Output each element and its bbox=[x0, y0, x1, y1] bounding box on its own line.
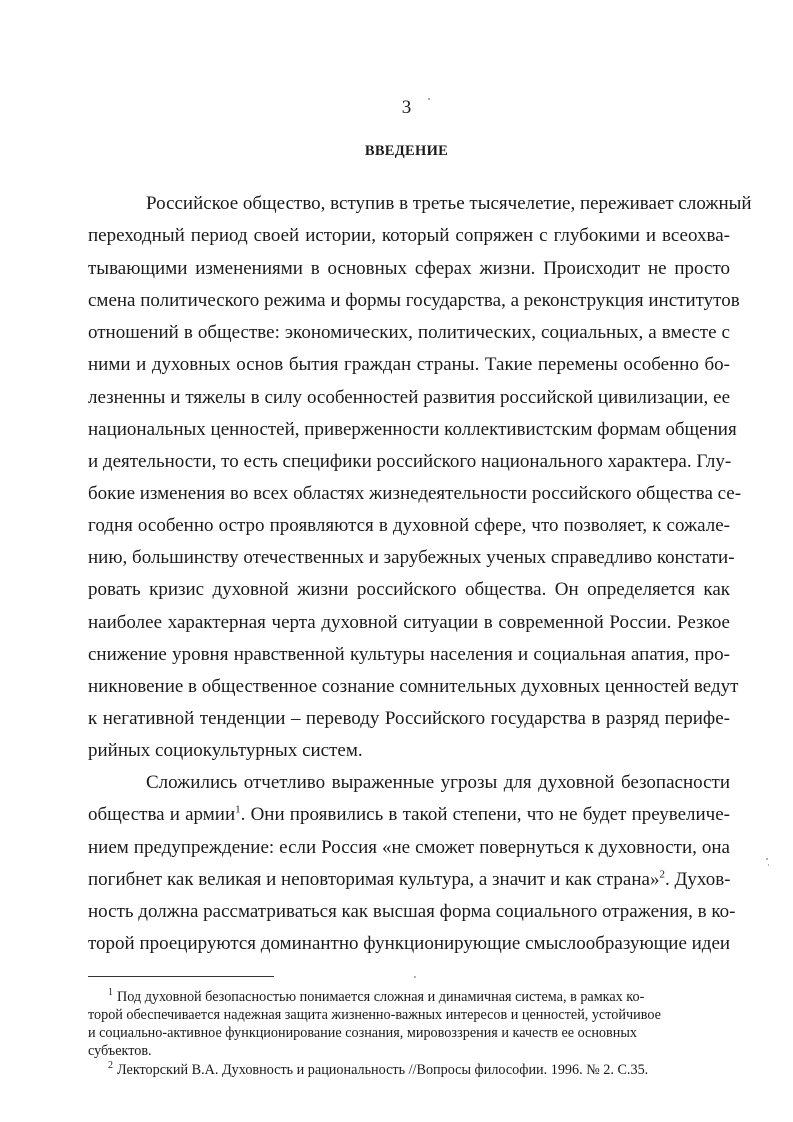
footnote-marker: 1 bbox=[108, 987, 113, 999]
text-line: снижение уровня нравственной культуры населения и социальная апатия, про- bbox=[88, 644, 730, 665]
text-segment: . Они проявились в такой степени, что не будет преувеличе- bbox=[240, 804, 730, 825]
footnote-line: субъектов. bbox=[88, 1043, 152, 1059]
footnote-text: Под духовной безопасностью понимается сложная и динамичная система, в рамках ко- bbox=[117, 989, 645, 1005]
scan-speck bbox=[414, 976, 416, 978]
text-line bbox=[88, 803, 730, 827]
text-line: торой проецируются доминантно функционирующие смыслообразующие идеи bbox=[88, 933, 731, 954]
text-line: тывающими изменениями в основных сферах жизни. Происходит не просто bbox=[88, 258, 730, 279]
text-line: национальных ценностей, приверженности коллективистским формам общения bbox=[88, 419, 737, 440]
text-segment: погибнет как великая и неповторимая культура, а значит и как страна» bbox=[88, 869, 660, 890]
footnote-marker: 2 bbox=[108, 1060, 113, 1072]
text-line: наиболее характерная черта духовной ситуации в современной России. Резкое bbox=[88, 612, 730, 633]
text-line: отношений в обществе: экономических, политических, социальных, а вместе с bbox=[88, 322, 730, 343]
text-line: Сложились отчетливо выраженные угрозы для духовной безопасности bbox=[146, 772, 730, 793]
text-line: переходный период своей истории, который сопряжен с глубокими и всеохва- bbox=[88, 225, 730, 246]
scan-speck bbox=[428, 98, 430, 100]
scan-speck bbox=[768, 864, 769, 866]
footnote-reference[interactable]: 1 bbox=[235, 803, 241, 816]
text-line: ность должна рассматриваться как высшая форма социального отражения, в ко- bbox=[88, 901, 736, 922]
text-line: годня особенно остро проявляются в духовной сфере, что позволяет, к сожале- bbox=[88, 515, 730, 536]
footnote-line bbox=[108, 1061, 730, 1079]
text-line: нием предупреждение: если Россия «не сможет повернуться к духовности, она bbox=[88, 837, 730, 858]
text-segment: . Духов- bbox=[664, 869, 731, 890]
text-line: бокие изменения во всех областях жизнедеятельности российского общества се- bbox=[88, 483, 742, 504]
footnote-line bbox=[108, 988, 730, 1006]
footnote-separator bbox=[88, 976, 274, 977]
text-line: Российское общество, вступив в третье тысячелетие, переживает сложный bbox=[146, 193, 752, 214]
text-line: рийных социокультурных систем. bbox=[88, 740, 363, 761]
text-segment: общества и армии bbox=[88, 804, 236, 825]
text-line: ними и духовных основ бытия граждан страны. Такие перемены особенно бо- bbox=[88, 354, 730, 375]
text-line: смена политического режима и формы государства, а реконструкция институтов bbox=[88, 290, 740, 311]
scan-speck bbox=[766, 858, 768, 860]
text-line: и деятельности, то есть специфики российского национального характера. Глу- bbox=[88, 451, 732, 472]
text-line: ровать кризис духовной жизни российского общества. Он определяется как bbox=[88, 579, 730, 600]
text-line: к негативной тенденции – переводу Российского государства в разряд перифе- bbox=[88, 708, 730, 729]
text-line: лезненны и тяжелы в силу особенностей развития российской цивилизации, ее bbox=[88, 387, 730, 408]
text-line: никновение в общественное сознание сомнительных духовных ценностей ведут bbox=[88, 676, 739, 697]
footnote-text: Лекторский В.А. Духовность и рациональность //Вопросы философии. 1996. № 2. С.35. bbox=[117, 1062, 649, 1078]
text-line: нию, большинству отечественных и зарубежных ученых справедливо констати- bbox=[88, 547, 735, 568]
footnote-line: торой обеспечивается надежная защита жизненно-важных интересов и ценностей, устойчивое bbox=[88, 1007, 661, 1023]
page-title: ВВЕДЕНИЕ bbox=[364, 143, 449, 159]
footnote-line: и социально-активное функционирование сознания, мировоззрения и качеств ее основных bbox=[88, 1025, 637, 1041]
footnote-reference[interactable]: 2 bbox=[659, 868, 665, 881]
text-line bbox=[88, 868, 730, 892]
page-number: 3 bbox=[401, 97, 412, 118]
